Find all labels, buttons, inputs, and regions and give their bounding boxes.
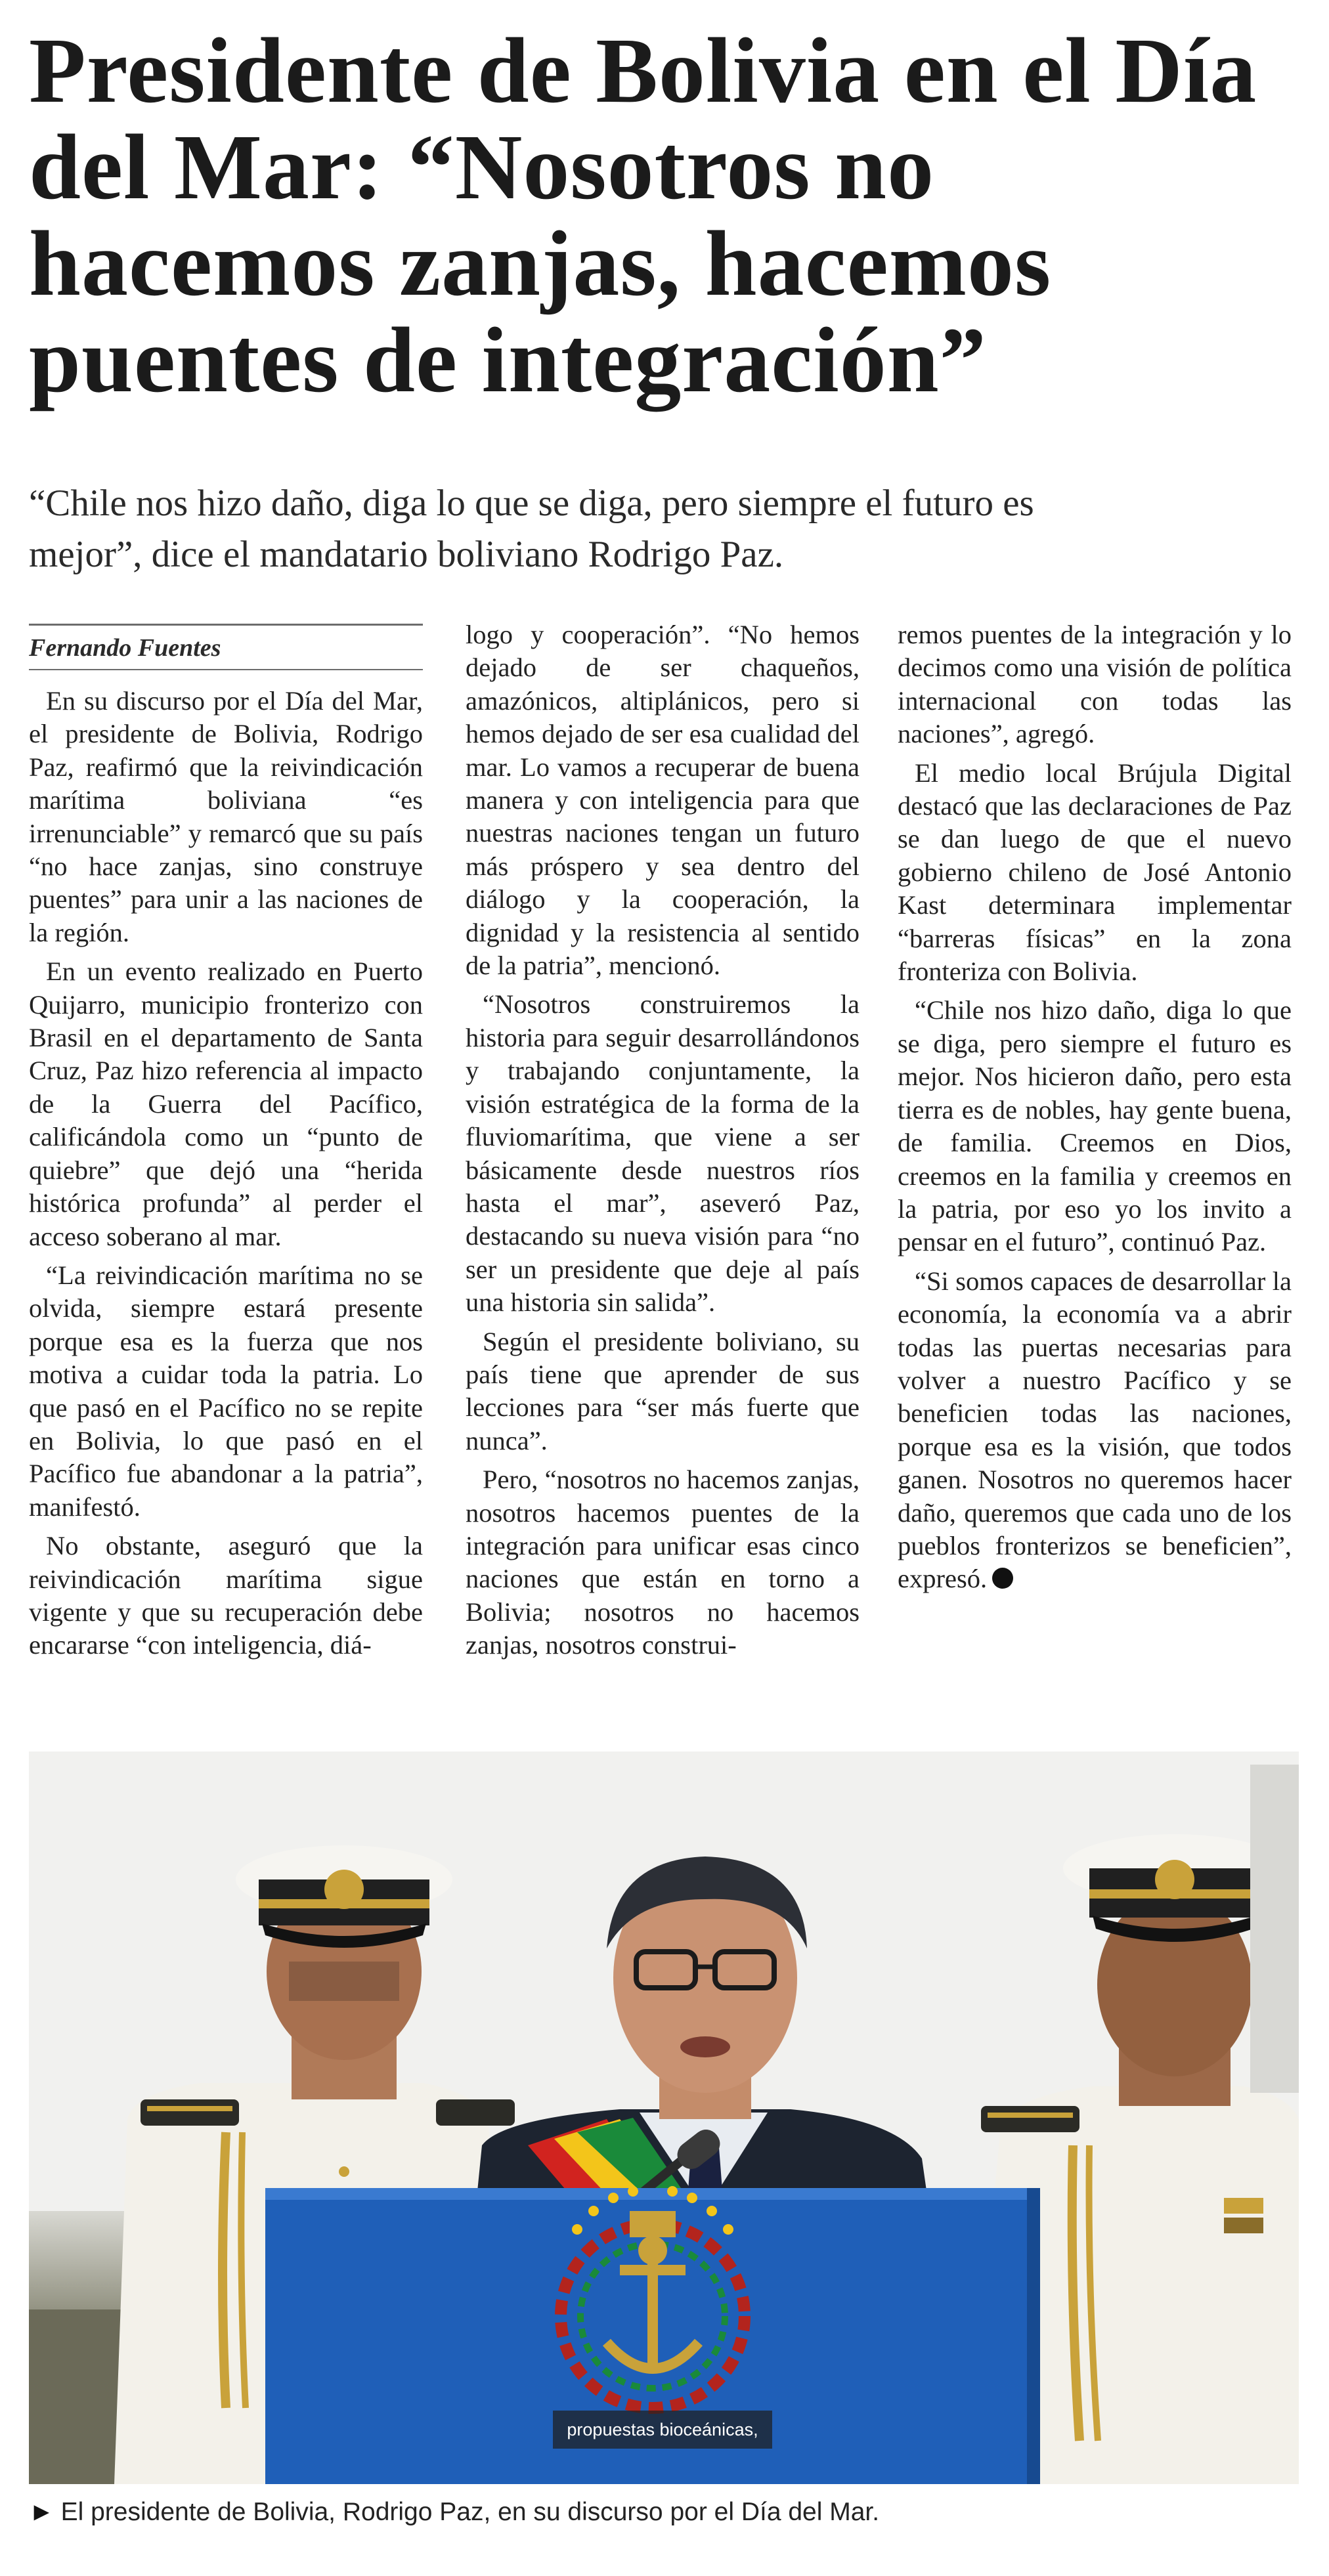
paragraph: El medio local Brújula Digital destacó que las declaraciones de Paz se dan luego de que el nuevo gobierno chileno de José Antonio Kast determinara implementar “barreras físicas” en la zona fronteriza con Bolivia. bbox=[898, 758, 1292, 987]
photo-caption bbox=[29, 2495, 1296, 2530]
caption-text: El presidente de Bolivia, Rodrigo Paz, en su discurso por el Día del Mar. bbox=[60, 2498, 880, 2526]
article-column-2 bbox=[466, 618, 860, 1668]
article-column-3 bbox=[898, 618, 1292, 1602]
byline-rule bbox=[29, 624, 423, 670]
headline: Presidente de Bolivia en el Día del Mar: “Nosotros no hacemos zanjas, hacemos puentes de integración” bbox=[29, 18, 1257, 412]
end-of-article-icon bbox=[992, 1568, 1013, 1589]
paragraph: En su discurso por el Día del Mar, el presidente de Bolivia, Rodrigo Paz, reafirmó que la reivindicación marítima boliviana “es irrenunciable” y remarcó que su país “no hace zanjas, sino construye puentes” para unir a las naciones de la región. bbox=[29, 686, 423, 947]
article-column-1 bbox=[29, 624, 423, 1668]
caption-arrow-icon: ► bbox=[29, 2498, 54, 2526]
paragraph: “La reivindicación marítima no se olvida, siempre estará presente porque esa es la fuerza que nos motiva a cuidar toda la patria. Lo que pasó en el Pacífico no se repite en Bolivia, lo que pasó en el Pacífico fue abandonar a la patria”, manifestó. bbox=[29, 1260, 423, 1522]
paragraph: “Chile nos hizo daño, diga lo que se diga, pero siempre el futuro es mejor. Nos hicieron daño, pero esta tierra es de nobles, hay gente buena, de familia. Creemos en Dios, creemos en la familia y creemos en la patria, por eso yo los invito a pensar en el futuro”, continuó Paz. bbox=[898, 995, 1292, 1257]
paragraph: “Nosotros construiremos la historia para seguir desarrollándonos y trabajando conjuntamente, la visión estratégica de la forma de la fluviomarítima, que viene a ser básicamente desde nuestros ríos hasta el mar”, aseveró Paz, destacando su nueva visión para “no ser un presidente que deje al país una historia sin salida”. bbox=[466, 989, 860, 1318]
subtitle: “Chile nos hizo daño, diga lo que se diga, pero siempre el futuro es mejor”, dice el mandatario boliviano Rodrigo Paz. bbox=[29, 483, 1034, 575]
paragraph: logo y cooperación”. “No hemos dejado de ser chaqueños, amazónicos, altiplánicos, pero si hemos dejado de ser esa cualidad del mar. Lo vamos a recuperar de buena manera y con inteligencia para que nuestras naciones tengan un futuro más próspero y sea dentro del diálogo y la cooperación, la dignidad y la resistencia al sentido de la patria”, mencionó. bbox=[466, 620, 860, 981]
photo-illustration bbox=[29, 1751, 1299, 2484]
paragraph: remos puentes de la integración y lo decimos como una visión de política internacional con todas las naciones”, agregó. bbox=[898, 620, 1292, 749]
paragraph: En un evento realizado en Puerto Quijarro, municipio fronterizo con Brasil en el departamento de Santa Cruz, Paz hizo referencia al impacto de la Guerra del Pacífico, calificándola como un “punto de quiebre” que dejó una “herida histórica profunda” al perder el acceso soberano al mar. bbox=[29, 956, 423, 1251]
paragraph: Según el presidente boliviano, su país tiene que aprender de sus lecciones para “ser más fuerte que nunca”. bbox=[466, 1326, 860, 1455]
byline: Fernando Fuentes bbox=[29, 634, 221, 662]
paragraph-text: “Si somos capaces de desarrollar la economía, la economía va a abrir todas las puertas necesarias para volver a nuestro Pacífico y se beneficien todas las naciones, porque esa es la visión, que todos ganen. Nosotros no queremos hacer daño, queremos que cada uno de los pueblos fronterizos se beneficien”, expresó. bbox=[898, 1266, 1292, 1594]
video-subtitle-overlay: propuestas bioceánicas, bbox=[553, 2411, 772, 2449]
paragraph: Pero, “nosotros no hacemos zanjas, nosotros hacemos puentes de la integración para unificar esas cinco naciones que están en torno a Bolivia; nosotros no hacemos zanjas, nosotros construi- bbox=[466, 1465, 860, 1660]
paragraph bbox=[898, 1265, 1292, 1596]
paragraph: No obstante, aseguró que la reivindicación marítima sigue vigente y que su recuperación debe encararse “con inteligencia, diá- bbox=[29, 1531, 423, 1660]
article-photo bbox=[29, 1751, 1299, 2484]
